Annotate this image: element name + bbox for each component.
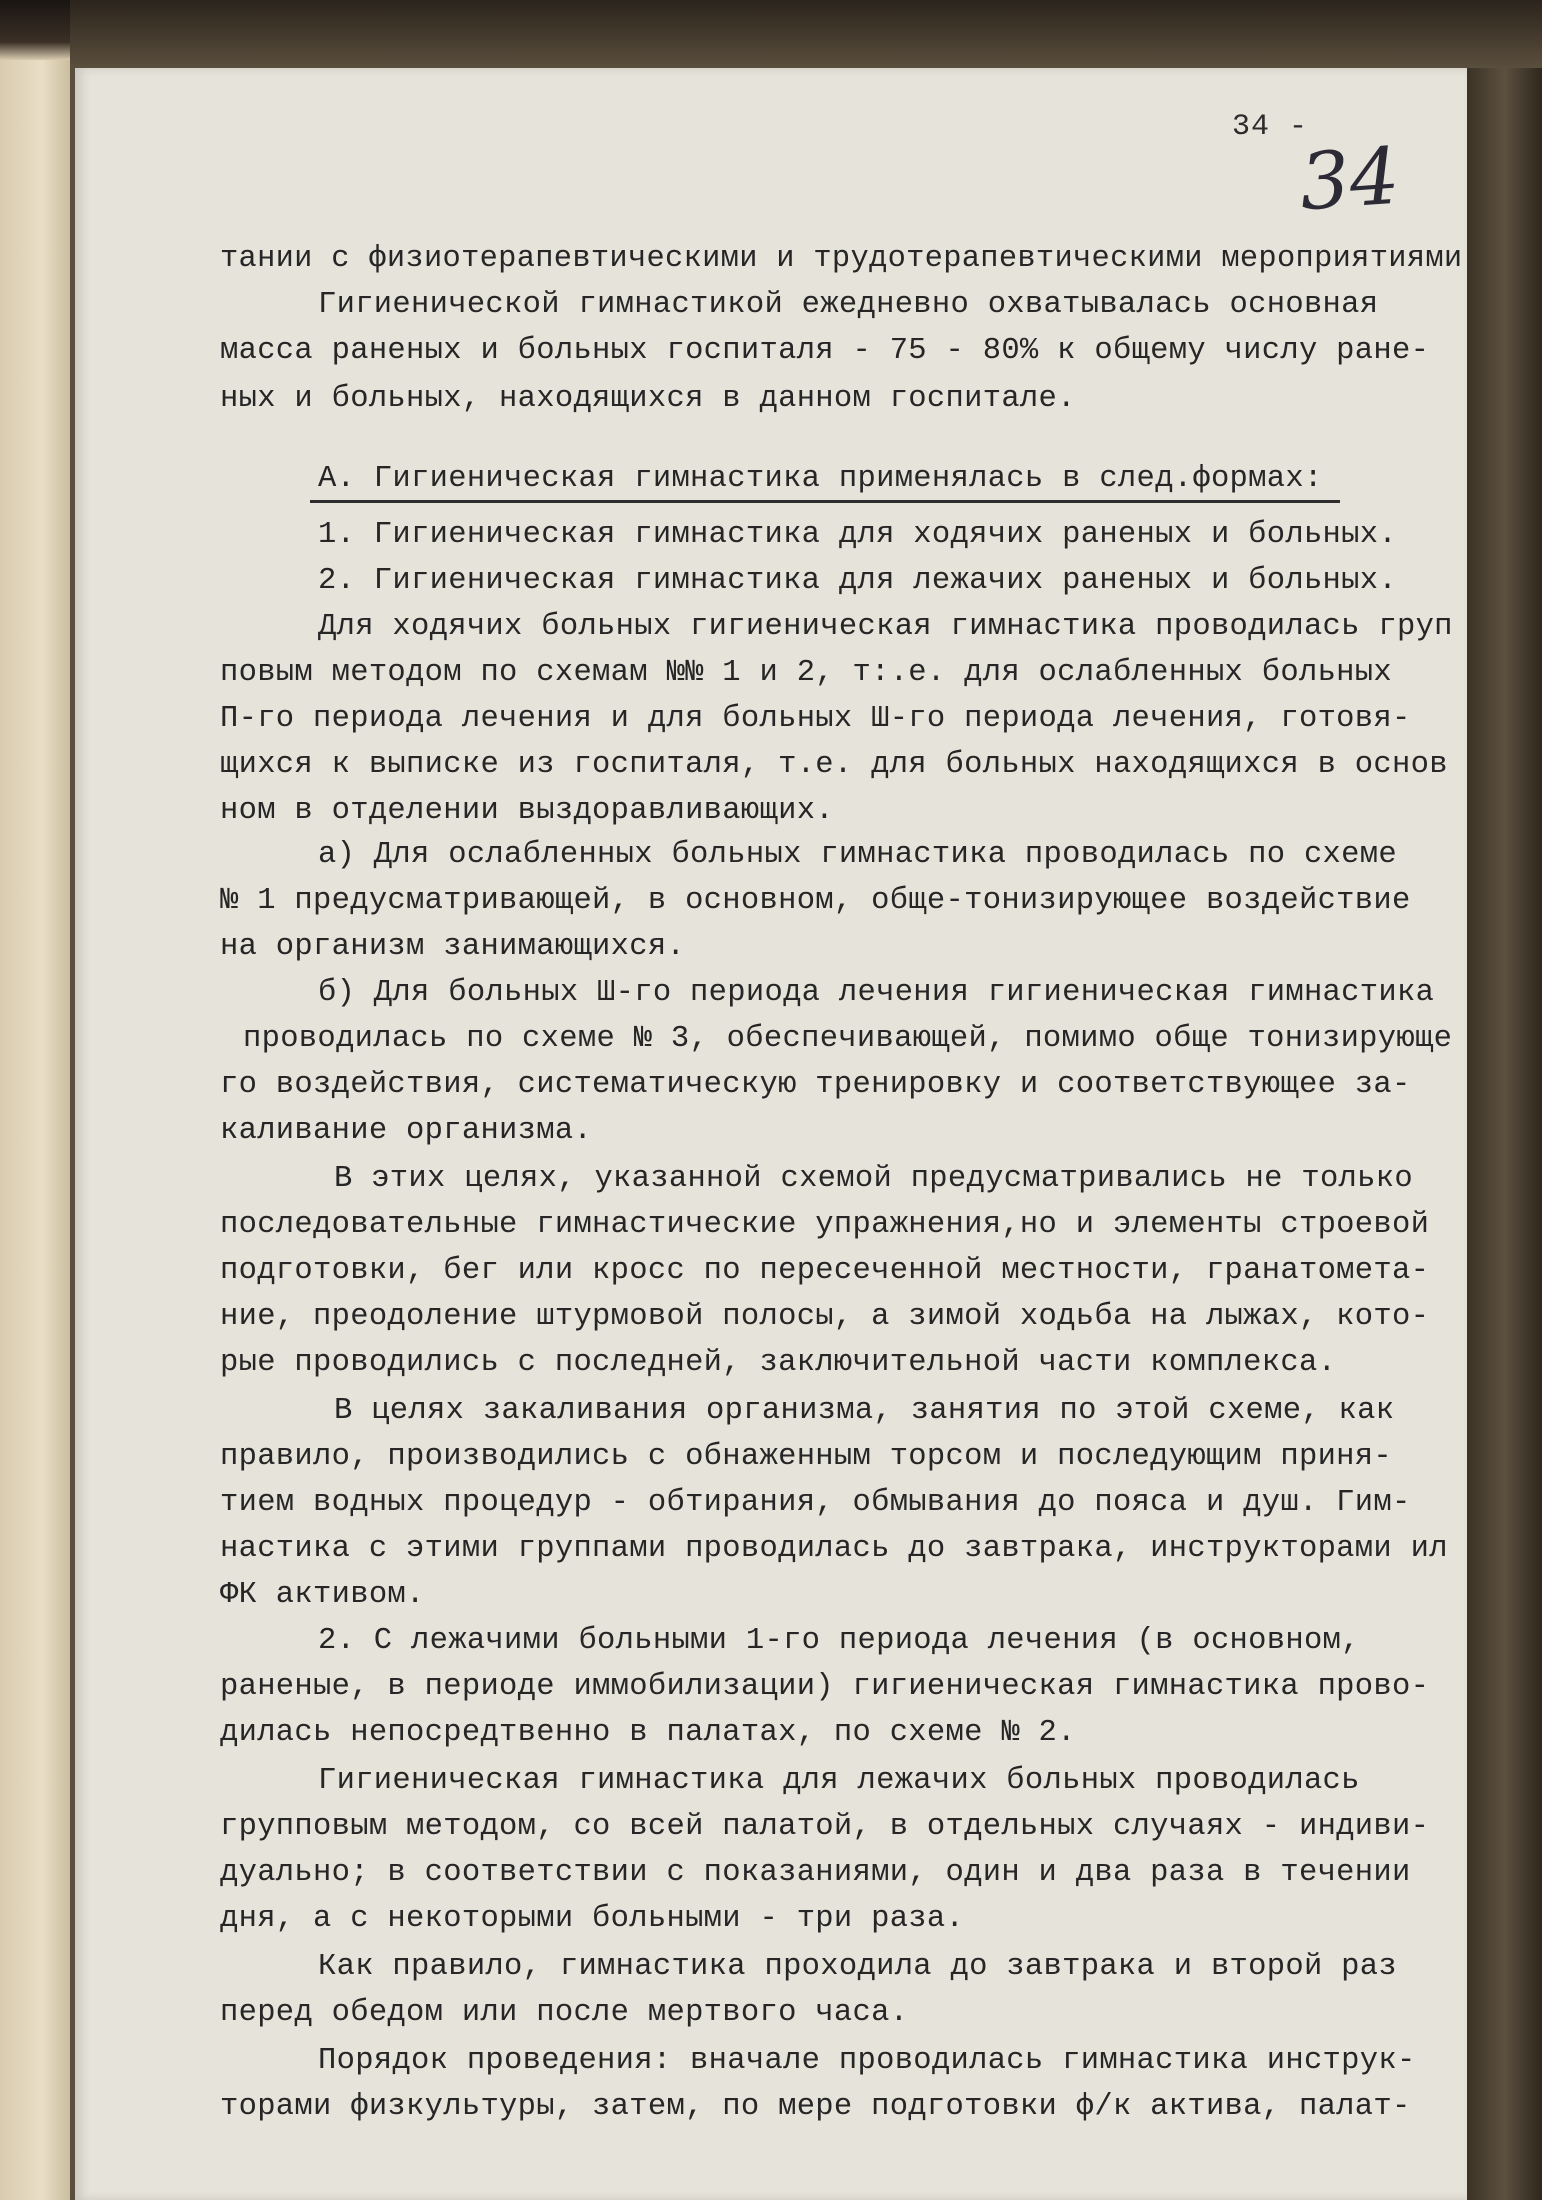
archive-page-number-handwritten: 34 xyxy=(1296,131,1403,229)
text-line: 2. С лежачими больными 1-го периода лечения (в основном, xyxy=(318,1624,1360,1658)
text-line: подготовки, бег или кросс по пересеченной местности, гранатомета- xyxy=(220,1254,1430,1288)
text-line: ном в отделении выздоравливающих. xyxy=(220,794,834,828)
scan-background-right xyxy=(1467,68,1542,2200)
text-line: дилась непосредтвенно в палатах, по схеме № 2. xyxy=(220,1716,1076,1750)
text-line: рые проводились с последней, заключительной части комплекса. xyxy=(220,1346,1337,1380)
text-line: дня, а с некоторыми больными - три раза. xyxy=(220,1902,965,1936)
text-line: ФК активом. xyxy=(220,1578,425,1612)
text-line: Порядок проведения: вначале проводилась гимнастика инструк- xyxy=(318,2044,1416,2078)
text-line: последовательные гимнастические упражнения,но и элементы строевой xyxy=(220,1208,1430,1242)
text-line: правило, производились с обнаженным торсом и последующим приня- xyxy=(220,1440,1392,1474)
page-number: 34 - xyxy=(1232,110,1309,144)
text-line: на организм занимающихся. xyxy=(220,930,686,964)
text-line: № 1 предусматривающей, в основном, обще-тонизирующее воздействие xyxy=(220,884,1411,918)
text-line: В этих целях, указанной схемой предусматривались не только xyxy=(334,1162,1413,1196)
text-line: торами физкультуры, затем, по мере подготовки ф/к актива, палат- xyxy=(220,2090,1411,2124)
text-line: б) Для больных Ш-го периода лечения гигиеническая гимнастика xyxy=(318,976,1435,1010)
section-heading: А. Гигиеническая гимнастика применялась в след.формах: xyxy=(318,462,1323,496)
text-line: 1. Гигиеническая гимнастика для ходячих раненых и больных. xyxy=(318,518,1397,552)
text-line: П-го периода лечения и для больных Ш-го периода лечения, готовя- xyxy=(220,702,1411,736)
text-line: тием водных процедур - обтирания, обмывания до пояса и душ. Гим- xyxy=(220,1486,1411,1520)
text-line: 2. Гигиеническая гимнастика для лежачих раненых и больных. xyxy=(318,564,1397,598)
text-line: ных и больных, находящихся в данном госпитале. xyxy=(220,382,1076,416)
text-line: Как правило, гимнастика проходила до завтрака и второй раз xyxy=(318,1950,1397,1984)
text-line: а) Для ослабленных больных гимнастика проводилась по схеме xyxy=(318,838,1397,872)
text-line: Гигиенической гимнастикой ежедневно охватывалась основная xyxy=(318,288,1379,322)
text-line: перед обедом или после мертвого часа. xyxy=(220,1996,909,2030)
text-line: раненые, в периоде иммобилизации) гигиеническая гимнастика прово- xyxy=(220,1670,1430,1704)
text-line: Для ходячих больных гигиеническая гимнастика проводилась груп xyxy=(318,610,1453,644)
text-line: щихся к выписке из госпиталя, т.е. для больных находящихся в основ xyxy=(220,748,1448,782)
text-line: го воздействия, систематическую тренировку и соответствующее за- xyxy=(220,1068,1411,1102)
text-line: повым методом по схемам №№ 1 и 2, т:.е. для ослабленных больных xyxy=(220,656,1392,690)
text-line: дуально; в соответствии с показаниями, один и два раза в течении xyxy=(220,1856,1411,1890)
heading-underline xyxy=(310,500,1340,503)
binder-shadow xyxy=(0,0,70,60)
text-line: проводилась по схеме № 3, обеспечивающей, помимо обще тонизирующе xyxy=(243,1022,1453,1056)
text-line: настика с этими группами проводилась до завтрака, инструкторами ил xyxy=(220,1532,1448,1566)
text-line: ние, преодоление штурмовой полосы, а зимой ходьба на лыжах, кото- xyxy=(220,1300,1430,1334)
text-line: Гигиеническая гимнастика для лежачих больных проводилась xyxy=(318,1764,1360,1798)
text-line: тании с физиотерапевтическими и трудотерапевтическими мероприятиями xyxy=(220,242,1463,276)
text-line: групповым методом, со всей палатой, в отдельных случаях - индиви- xyxy=(220,1810,1430,1844)
scan-background-top xyxy=(70,0,1542,68)
text-line: масса раненых и больных госпиталя - 75 - 80% к общему числу ране- xyxy=(220,334,1430,368)
adjacent-page-edge xyxy=(0,0,70,2200)
text-line: каливание организма. xyxy=(220,1114,593,1148)
text-line: В целях закаливания организма, занятия по этой схеме, как xyxy=(334,1394,1395,1428)
